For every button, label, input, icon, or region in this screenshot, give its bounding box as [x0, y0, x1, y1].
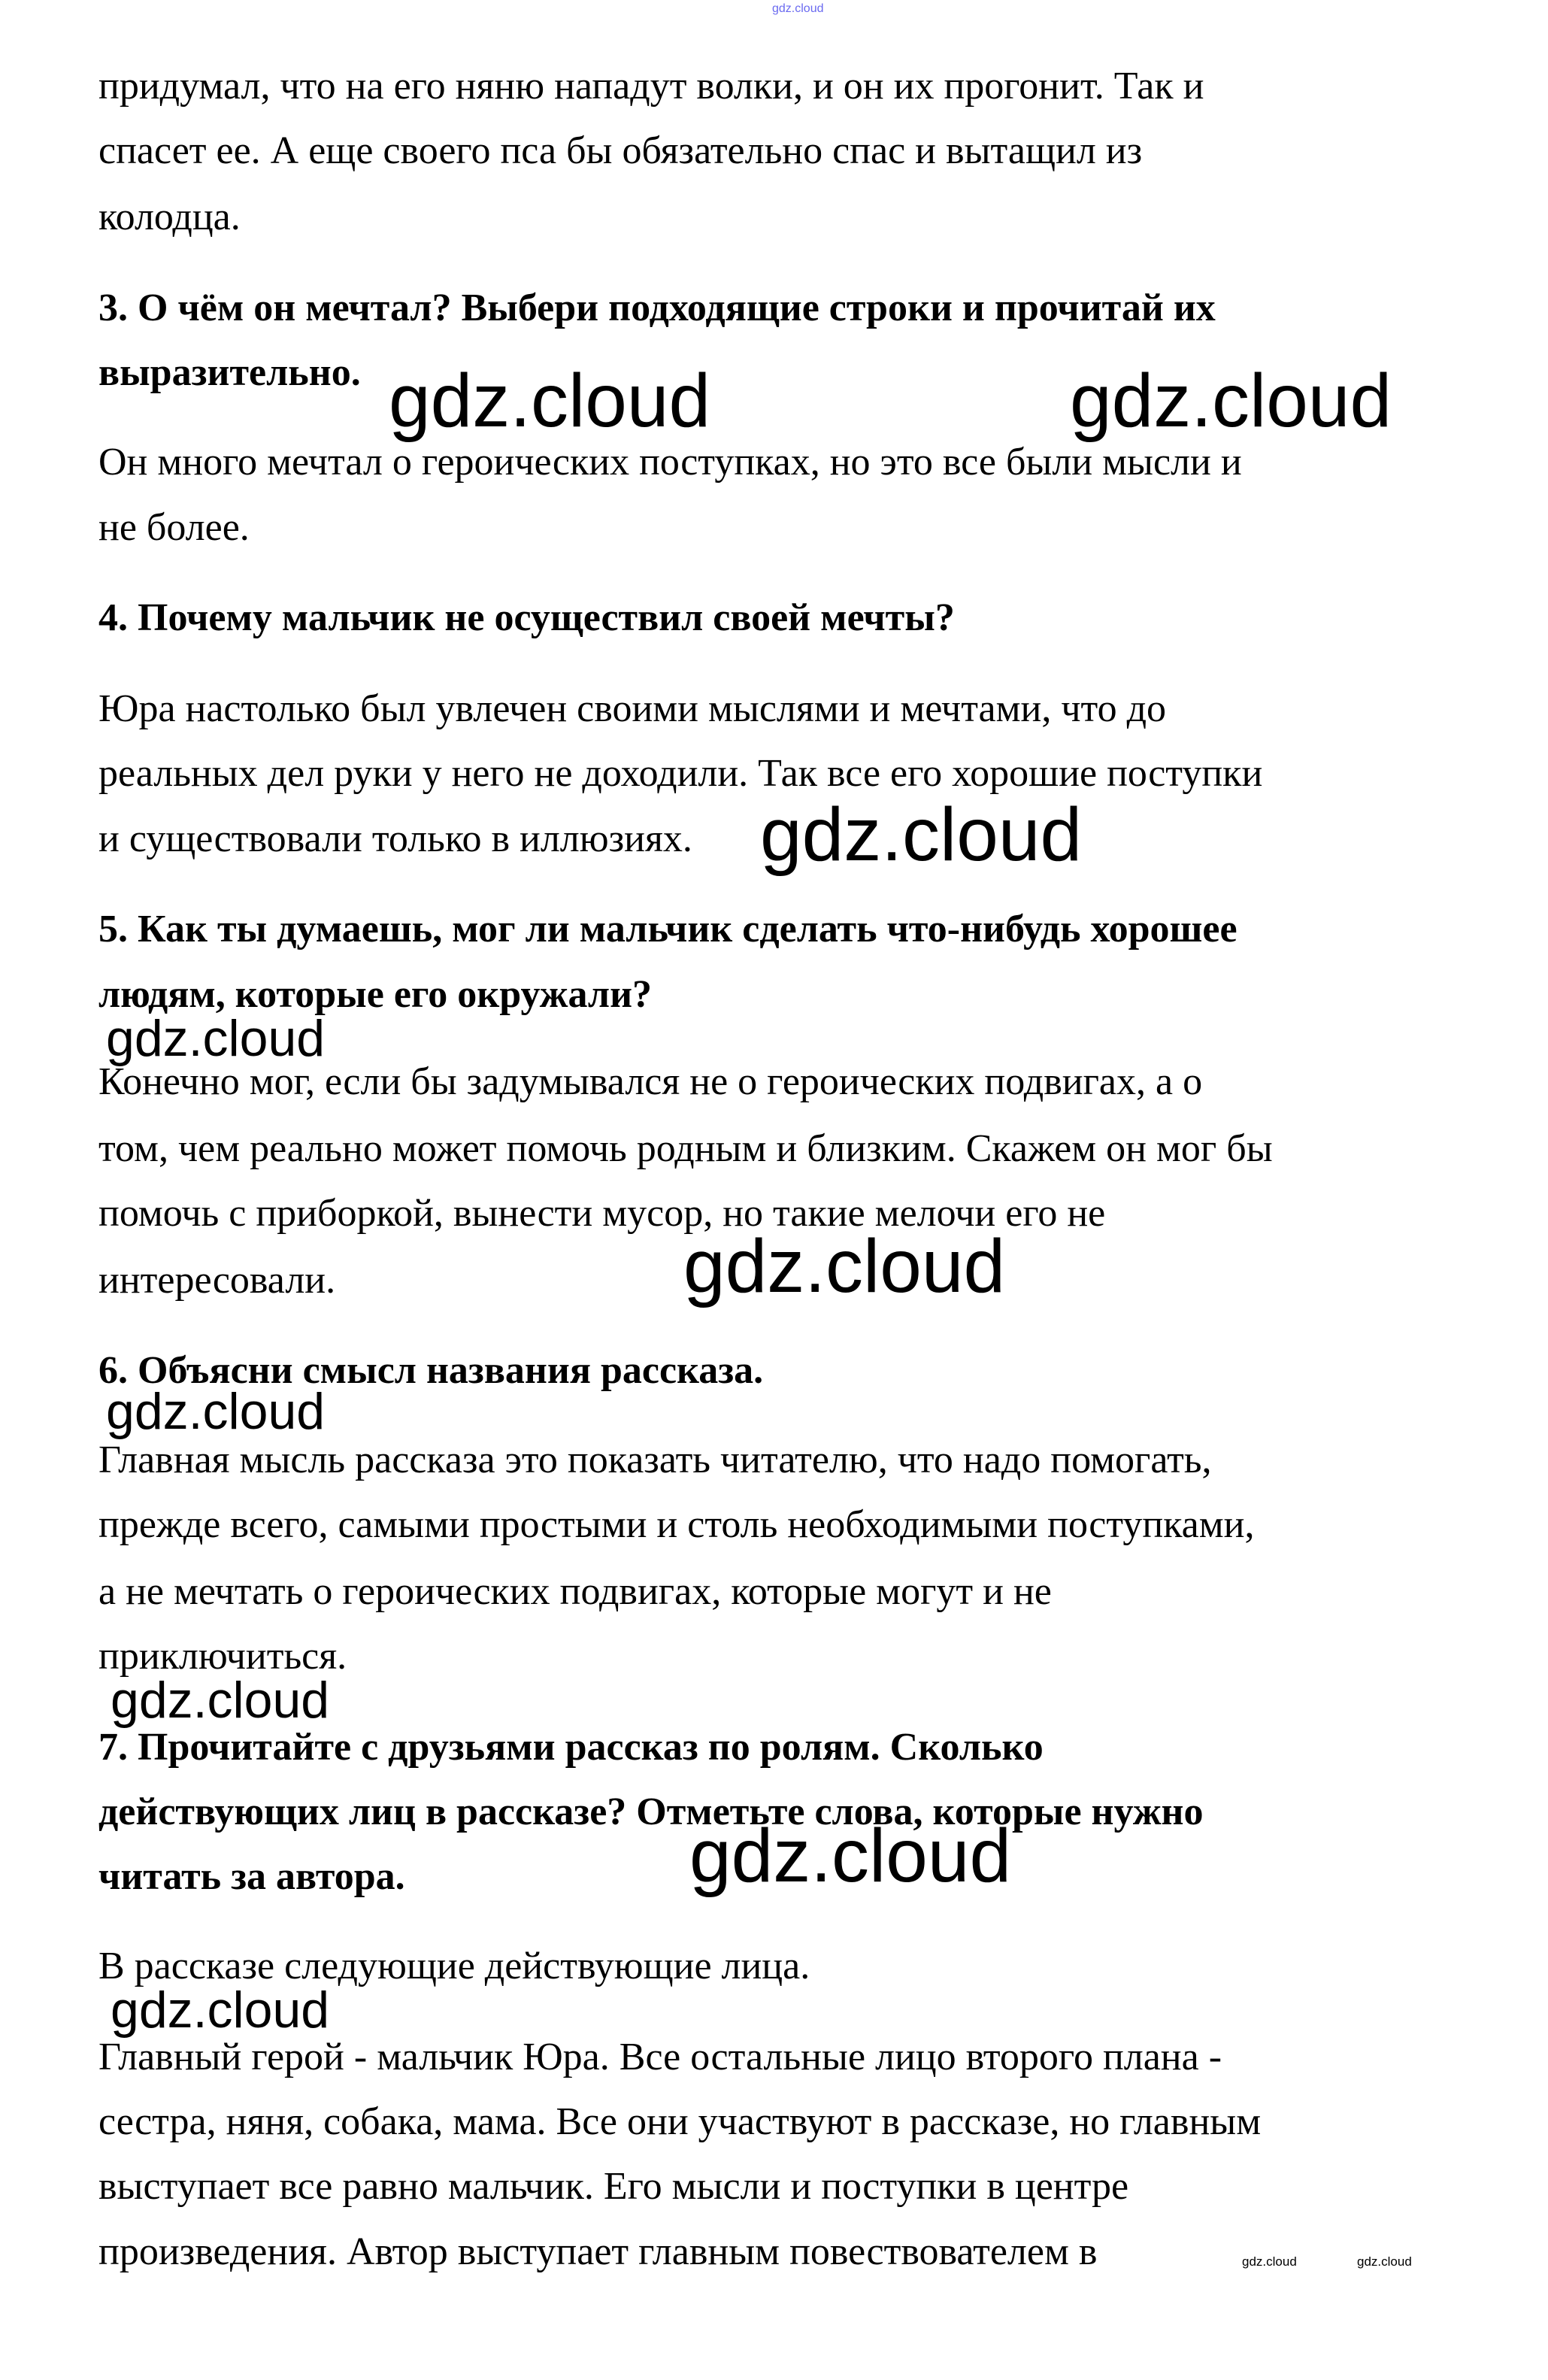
watermark: gdz.cloud — [683, 1224, 1006, 1308]
watermark: gdz.cloud — [106, 1383, 326, 1440]
watermark: gdz.cloud — [111, 1672, 330, 1729]
question-heading: людям, которые его окружали? — [98, 973, 653, 1016]
question-heading: читать за автора. — [98, 1855, 405, 1898]
answer-text: и существовали только в иллюзиях. — [98, 817, 692, 860]
answer-text: том, чем реально может помочь родным и близким. Скажем он мог бы — [98, 1127, 1273, 1170]
watermark: gdz.cloud — [689, 1814, 1012, 1898]
watermark: gdz.cloud — [1357, 2254, 1412, 2269]
answer-text: помочь с приборкой, вынести мусор, но такие мелочи его не — [98, 1192, 1106, 1235]
answer-text: произведения. Автор выступает главным повествователем в — [98, 2230, 1098, 2273]
answer-text: спасет ее. А еще своего пса бы обязательно спас и вытащил из — [98, 129, 1143, 172]
answer-text: прежде всего, самыми простыми и столь необходимыми поступками, — [98, 1503, 1255, 1546]
watermark: gdz.cloud — [1242, 2254, 1297, 2269]
answer-text: Юра настолько был увлечен своими мыслями и мечтами, что до — [98, 687, 1167, 730]
answer-text: Главная мысль рассказа это показать читателю, что надо помогать, — [98, 1439, 1212, 1481]
answer-text: не более. — [98, 506, 250, 549]
watermark: gdz.cloud — [111, 1981, 330, 2039]
watermark: gdz.cloud — [1070, 359, 1392, 443]
answer-text: Конечно мог, если бы задумывался не о героических подвигах, а о — [98, 1060, 1203, 1103]
answer-text: приключиться. — [98, 1635, 347, 1678]
question-heading: 4. Почему мальчик не осуществил своей мечты? — [98, 596, 955, 639]
question-heading: 5. Как ты думаешь, мог ли мальчик сделать что-нибудь хорошее — [98, 908, 1237, 950]
watermark: gdz.cloud — [389, 359, 711, 443]
answer-text: Главный герой - мальчик Юра. Все остальные лицо второго плана - — [98, 2036, 1222, 2078]
question-heading: выразительно. — [98, 351, 361, 394]
watermark: gdz.cloud — [760, 793, 1083, 877]
answer-text: колодца. — [98, 196, 241, 238]
answer-text: Он много мечтал о героических поступках, но это все были мысли и — [98, 441, 1242, 484]
answer-text: а не мечтать о героических подвигах, которые могут и не — [98, 1570, 1052, 1613]
answer-text: сестра, няня, собака, мама. Все они участвуют в рассказе, но главным — [98, 2100, 1262, 2143]
question-heading: 7. Прочитайте с друзьями рассказ по ролям. Сколько — [98, 1726, 1044, 1769]
answer-text: выступает все равно мальчик. Его мысли и поступки в центре — [98, 2165, 1129, 2208]
answer-text: интересовали. — [98, 1259, 336, 1302]
answer-text: реальных дел руки у него не доходили. Так все его хорошие поступки — [98, 752, 1263, 795]
question-heading: 6. Объясни смысл названия рассказа. — [98, 1349, 764, 1392]
watermark: gdz.cloud — [106, 1010, 326, 1067]
question-heading: действующих лиц в рассказе? Отметьте слова, которые нужно — [98, 1790, 1204, 1833]
question-heading: 3. О чём он мечтал? Выбери подходящие строки и прочитай их — [98, 287, 1216, 329]
answer-text: В рассказе следующие действующие лица. — [98, 1945, 810, 1987]
watermark: gdz.cloud — [772, 2, 824, 15]
answer-text: придумал, что на его няню нападут волки, и он их прогонит. Так и — [98, 65, 1204, 108]
